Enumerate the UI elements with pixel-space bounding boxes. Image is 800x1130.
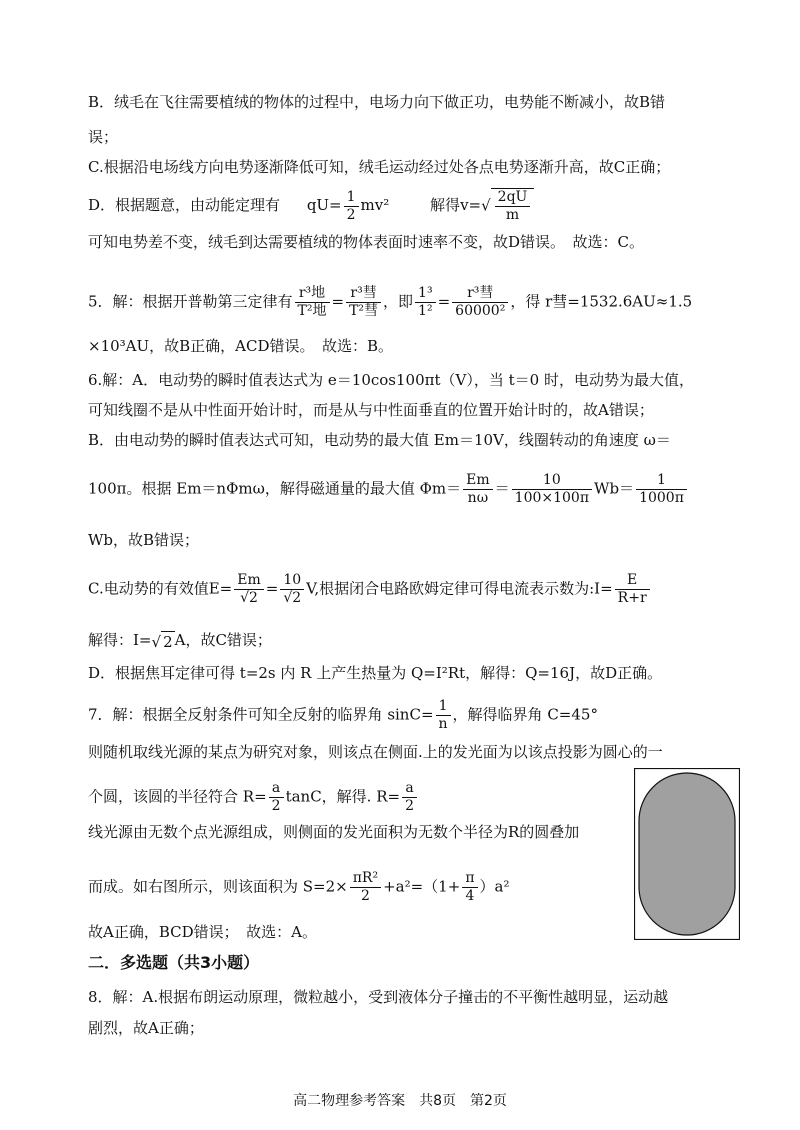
fraction: $\frac{10}{√2}$ [280, 572, 304, 607]
fraction: $\frac{1}{n}$ [436, 698, 451, 733]
fraction: $\frac{E}{R+r}$ [615, 572, 650, 607]
line-7-conclusion: 故A正确，BCD错误； 故选：A。 [88, 923, 317, 941]
line-8a: 8．解：A.根据布朗运动原理，微粒越小，受到液体分子撞击的不平衡性越明显，运动越 [88, 988, 669, 1006]
line-7: 7．解：根据全反射条件可知全反射的临界角 sinC= $\frac{1}{n}$ ，解得临界角 C=45° [88, 698, 598, 732]
fraction: $\frac{\text{1³}}{\text{1²}}$ [415, 285, 436, 320]
line-4b-cont: 误； [88, 128, 119, 146]
fraction: $\frac{\pi}{4}$ [462, 870, 477, 905]
stadium-area-figure [634, 768, 740, 940]
line-6c: C.电动势的有效值E= $\frac{Em}{√2}$ = $\frac{10}{√2}$ V,根据闭合电路欧姆定律可得电流表示数为:I= $\frac{E}{R+r}$ [88, 572, 652, 607]
fraction: $\frac{a}{2}$ [402, 780, 417, 815]
fraction: $\frac{1}{2}$ [344, 189, 359, 224]
fraction: $\frac{10}{100\times 100\pi}$ [512, 472, 592, 507]
fraction: $\frac{Em}{√2}$ [234, 572, 264, 607]
line-8a-cont: 剧烈，故A正确； [88, 1019, 204, 1037]
line-4d: D．根据题意，由动能定理有 qU= $\frac{1}{2}$ mv² 解得v=√ $\frac{2qU}{m}$ [88, 188, 534, 224]
line-6a: 6.解：A．电动势的瞬时值表达式为 e＝10cos100πt（V），当 t＝0 时，电动势为最大值， [88, 371, 694, 389]
fraction: $\frac{2qU}{m}$ [495, 189, 531, 224]
line-6d: D．根据焦耳定律可得 t=2s 内 R 上产生热量为 Q=I²Rt，解得：Q=16J，故D正确。 [88, 664, 663, 682]
stadium-shape [639, 773, 735, 935]
fraction: $\frac{Em}{n\omega}$ [463, 472, 493, 507]
line-7-radius: 个圆，该圆的半径符合 R= $\frac{a}{2}$ tanC，解得. R= $\frac{a}{2}$ [88, 780, 419, 815]
line-4b: B．绒毛在飞往需要植绒的物体的过程中，电场力向下做正功，电势能不断减小，故B错 [88, 93, 666, 111]
fraction: $\frac{\text{r³彗}}{\text{T²彗}}$ [346, 285, 381, 320]
line-6c-cont: 解得：I=√ 2 A，故C错误； [88, 631, 272, 651]
line-4-conclusion: 可知电势差不变，绒毛到达需要植绒的物体表面时速率不变，故D错误。 故选：C。 [88, 233, 645, 251]
line-5-cont: ×10³AU，故B正确，ACD错误。 故选：B。 [88, 337, 394, 355]
line-7-area: 而成。如右图所示，则该面积为 S=2× $\frac{\text{πR²}}{2}$ +a²=（1+ $\frac{\pi}{4}$ ）a² [88, 870, 510, 904]
fraction: $\frac{\text{r³彗}}{\text{60000²}}$ [452, 285, 508, 320]
fraction: $\frac{a}{2}$ [269, 780, 284, 815]
square-root: √ $\frac{2qU}{m}$ [481, 188, 534, 224]
line-6b-end: Wb，故B错误； [88, 531, 200, 549]
line-7-source: 线光源由无数个点光源组成，则侧面的发光面积为无数个半径为R的圆叠加 [88, 823, 580, 841]
line-4c: C.根据沿电场线方向电势逐渐降低可知，绒毛运动经过处各点电势逐渐升高，故C正确； [88, 158, 671, 176]
section-heading-multiple-choice: 二．多选题（共3小题） [88, 953, 260, 972]
fraction: $\frac{\text{r³地}}{\text{T²地}}$ [295, 285, 330, 320]
line-6b-cont: 100π。根据 Em＝nΦmω，解得磁通量的最大值 Φm＝ $\frac{Em}{n\omega}$ ＝ $\frac{10}{100\times 100\pi}$ Wb＝ $\frac{1}{1000\pi}$ [88, 472, 689, 507]
line-6a-cont: 可知线圈不是从中性面开始计时，而是从与中性面垂直的位置开始计时的，故A错误； [88, 401, 654, 419]
line-5: 5．解：根据开普勒第三定律有 $\frac{\text{r³地}}{\text{T²地}}$ = $\frac{\text{r³彗}}{\text{T²彗}}$ ，即 $\frac{\text{1³}}{\text{1²}}$ = $\frac{\text{r³彗}}{\text{60000²}}$ ，得 r彗=1532.6AU≈1.5 [88, 285, 693, 319]
fraction: $\frac{1}{1000\pi}$ [636, 472, 687, 507]
page-footer: 高二物理参考答案 共8页 第2页 [293, 1093, 507, 1109]
line-6b: B．由电动势的瞬时值表达式可知，电动势的最大值 Em＝10V，线圈转动的角速度 ω＝ [88, 431, 671, 449]
fraction: $\frac{\text{πR²}}{2}$ [350, 870, 381, 905]
square-root: √ 2 [151, 632, 173, 651]
line-7-cont: 则随机取线光源的某点为研究对象，则该点在侧面.上的发光面为以该点投影为圆心的一 [88, 743, 663, 761]
